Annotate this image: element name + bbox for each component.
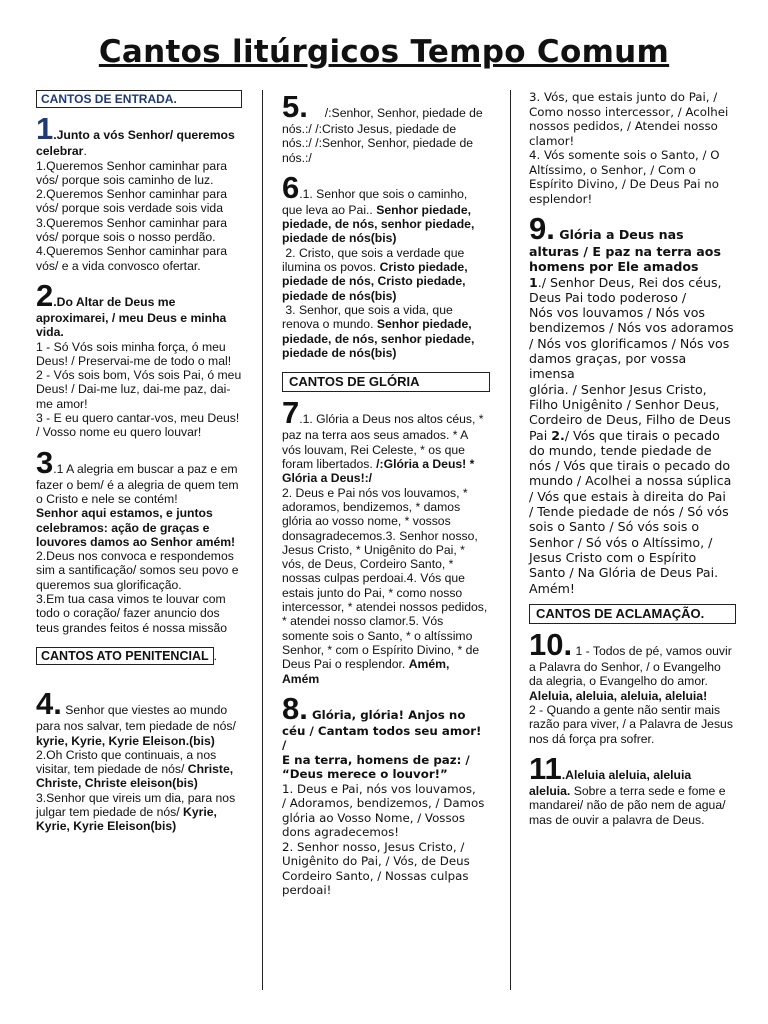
song-refrain: Aleluia, aleluia, aleluia, aleluia! xyxy=(529,688,708,703)
page-title: Cantos litúrgicos Tempo Comum xyxy=(98,34,670,70)
song-number: 1 xyxy=(36,111,54,147)
song-refrain: kyrie, Kyrie, Kyrie Eleison.(bis) xyxy=(36,733,215,748)
song-number: 10. xyxy=(529,627,573,663)
song-refrain: Amém, Amém xyxy=(282,657,450,686)
song-number: 2 xyxy=(36,277,54,313)
column-divider-left xyxy=(262,90,263,990)
song-10 xyxy=(529,627,734,746)
song-5 xyxy=(282,89,488,165)
song-lyrics: 3. Vós, que estais junto do Pai, / Como nosso intercessor, / Acolhei nossos pedidos, / Atendei nosso clamor! 4. Vós somente sois o Santo, / O Altíssimo, o Senhor, / Com o Espírito Divino, / De Deus Pai no esplendor! xyxy=(529,90,729,206)
song-number: 3 xyxy=(36,444,54,480)
song-refrain: Senhor aqui estamos, e juntos celebramos: ação de graças e louvores damos ao Senhor amém! xyxy=(36,506,236,549)
song-number: 4. xyxy=(36,686,62,722)
song-title: .Do Altar de Deus me aproximarei, / meu Deus e minha vida. xyxy=(36,294,227,340)
song-lyrics: 1 - Só Vós sois minha força, ó meu Deus! / Preservai-me de todo o mal! 2 - Vós sois bom, Vós sois Pai, ó meu Deus! / Dai-me luz, dai-me paz, dai-me amor! 3 - E eu quero cantar-vos, meu Deus! / Vosso nome eu quero louvar! xyxy=(36,339,242,440)
song-8-continued xyxy=(529,90,734,206)
song-11 xyxy=(529,750,734,827)
column-divider-right xyxy=(510,90,511,990)
song-1 xyxy=(36,111,242,273)
song-number: 6 xyxy=(282,169,300,205)
song-refrain: Senhor piedade, piedade, de nós, senhor piedade, piedade de nós(bis) xyxy=(282,202,475,246)
song-number: 5. xyxy=(282,89,308,124)
section-header-penitencial: CANTOS ATO PENITENCIAL xyxy=(36,647,214,665)
song-lyrics: 2 - Quando a gente não sentir mais razão para viver, / a Palavra de Jesus nos dá força pra sofrer. xyxy=(529,703,733,746)
song-title: .Junto a vós Senhor/ queremos celebrar xyxy=(36,128,235,159)
song-lyrics: Sobre a terra sede e fome e mandarei/ não de pão nem de agua/ mas de ouvir a palavra de Deus. xyxy=(529,783,726,827)
song-lyrics: .1. Glória a Deus nos altos céus, * paz na terra aos seus amados. * A vós louvam, Rei Celeste, * os que foram libertados. xyxy=(282,412,484,472)
verse-marker: 1 xyxy=(529,274,538,290)
song-lyrics: /:Senhor, Senhor, piedade de nós.:/ /:Cristo Jesus, piedade de nós.:/ /:Senhor, Senhor, piedade de nós.:/ xyxy=(282,106,487,165)
song-lyrics: 2. Deus e Pai nós vos louvamos, * adoramos, bendizemos, * damos glória ao vosso nome, * vossos donsagradecemos.3. Senhor nosso, Jesus Cristo, * Unigênito do Pai, * vós, de Deus, Cordeiro Santo, * nossas culpas perdoai.4. Vós que estais junto do Pai, * como nosso intercessor, * atendei nossos pedidos, * atendei nosso clamor.5. Vós somente sois o Santo, * o altíssimo Senhor, * com o Espírito Divino, * de Deus Pai o resplendor. xyxy=(282,485,488,672)
song-lyrics: Senhor que viestes ao mundo para nos salvar, tem piedade de nós/ xyxy=(36,703,236,734)
column-3 xyxy=(529,90,734,835)
song-7 xyxy=(282,395,488,686)
song-title: Glória a Deus nas alturas / E paz na terra aos homens por Ele amados xyxy=(529,227,721,275)
song-lyrics: 2. Cristo, que sois a verdade que ilumina os povos. xyxy=(282,245,468,275)
song-title: .Aleluia aleluia, aleluia aleluia. xyxy=(529,767,692,798)
song-refrain: Christe, Christe, Christe eleison(bis) xyxy=(36,762,234,791)
song-number: 9. xyxy=(529,211,555,246)
column-1: CANTOS DE ENTRADA. 1.Junto a vós Senhor/ queremos celebrar. 1.Queremos Senhor caminhar para vós/ porque sois caminho de luz. 2.Queremos Senhor caminhar para vós/ porque sois verdade sois vida 3.Queremos Senhor caminhar para vós/ porque sois o nosso perdão. 4.Queremos Senhor caminhar para vós/ e a vida convosco ofertar. 2.Do Altar de Deus me aproximarei, / meu Deus e minha vida. 1 - Só Vós sois minha força, ó meu Deus! / Preservai-me de todo o mal! 2 - Vós sois bom, Vós sois Pai, ó meu Deus! / Dai-me luz, dai-me paz, dai-me amor! 3 - E eu quero cantar-vos, meu Deus! / Vosso nome eu quero louvar! 3.1 A alegria em buscar a paz e em fazer o bem/ é a alegria de quem tem o Cristo e nele se contém! Senhor aqui estamos, e juntos celebramos: ação de graças e louvores damos ao Senhor amém! 2.Deus nos convoca e respondemos sim a santificação/ somos seu povo e queremos sua glorificação. 3.Em tua casa vimos te louvar com todo o coração/ fazer anuncio dos teus grandes feitos é nossa missão CANTOS ATO PENITENCIAL . 4. Senhor que viestes ao mundo para nos salvar, tem piedade de nós/ kyrie, Kyrie, Kyrie Eleison.(bis) 2.Oh Cristo que continuais, a nos visitar, tem piedade de nós/ Christe, Christe, Christe eleison(bis) 3.Senhor que vireis um dia, para nos julgar tem piedade de nós/ Kyrie, Kyrie, Kyrie Eleison(bis) xyxy=(36,92,242,834)
song-8 xyxy=(282,690,488,898)
song-9 xyxy=(529,211,734,596)
song-refrain: Cristo piedade, piedade de nós, Cristo piedade, piedade de nós(bis) xyxy=(282,260,468,303)
song-refrain: Senhor piedade, piedade, de nós, senhor piedade, piedade de nós(bis) xyxy=(282,317,475,360)
song-number: 7 xyxy=(282,395,300,431)
song-lyrics: .1. Senhor que sois o caminho, que leva ao Pai.. xyxy=(282,186,468,217)
song-lyrics: 2.Deus nos convoca e respondemos sim a santificação/ somos seu povo e queremos sua glorificação. 3.Em tua casa vimos te louvar com todo o coração/ fazer anuncio dos teus grandes feitos é nossa missão xyxy=(36,549,239,635)
verse-marker: 2. xyxy=(551,427,565,443)
song-2 xyxy=(36,277,242,440)
song-lyrics: / Vós que tirais o pecado do mundo, tende piedade de nós / Vós que tirais o pecado do mundo / Acolhei a nossa súplica / Vós que estais à direita do Pai / Tende piedade de nós / Só vós sois o Santo / Só vós sois o Senhor / Só vós o Altíssimo, / Jesus Cristo com o Espírito Santo / Na Glória de Deus Pai. Amém! xyxy=(529,427,732,596)
song-4 xyxy=(36,686,242,834)
song-lyrics: 2.Oh Cristo que continuais, a nos visitar, tem piedade de nós/ xyxy=(36,747,217,777)
song-title: Glória, glória! Anjos no céu / Cantam todos seu amor! / E na terra, homens de paz: / “Deus merece o louvor!” xyxy=(282,707,482,782)
song-lyrics: 1. Deus e Pai, nós vos louvamos, / Adoramos, bendizemos, / Damos glória ao Vosso Nome, / Vossos dons agradecemos! 2. Senhor nosso, Jesus Cristo, / Unigênito do Pai, / Vós, de Deus Cordeiro Santo, / Nossas culpas perdoai! xyxy=(282,781,485,898)
section-header-entrada: CANTOS DE ENTRADA. xyxy=(36,90,242,108)
song-number: 8. xyxy=(282,690,308,726)
song-refrain: /:Glória a Deus! * Glória a Deus!:/ xyxy=(282,457,475,486)
song-lyrics: 3.Senhor que vireis um dia, para nos julgar tem piedade de nós/ xyxy=(36,790,236,819)
column-2 xyxy=(282,89,488,906)
section-header-gloria: CANTOS DE GLÓRIA xyxy=(282,372,490,392)
song-lyrics: 1 - Todos de pé, vamos ouvir a Palavra do Senhor, / o Evangelho da alegria, o Evangelho do amor. xyxy=(529,644,732,689)
section-header-aclamacao: CANTOS DE ACLAMAÇÃO. xyxy=(529,604,736,624)
song-6 xyxy=(282,169,488,360)
song-lyrics: .1 A alegria em buscar a paz e em fazer o bem/ é a alegria de quem tem o Cristo e nele se contém! xyxy=(36,461,239,506)
song-lyrics: 3. Senhor, que sois a vida, que renova o mundo. xyxy=(282,302,457,332)
song-3 xyxy=(36,444,242,635)
song-lyrics: . 1.Queremos Senhor caminhar para vós/ porque sois caminho de luz. 2.Queremos Senhor caminhar para vós/ porque sois verdade sois vida 3.Queremos Senhor caminhar para vós/ porque sois o nosso perdão. 4.Queremos Senhor caminhar para vós/ e a vida convosco ofertar. xyxy=(36,144,228,273)
song-number: 11 xyxy=(529,750,562,786)
song-lyrics: ./ Senhor Deus, Rei dos céus, Deus Pai todo poderoso / Nós vos louvamos / Nós vos bendizemos / Nós vos adoramos / Nós vos glorificamos / Nós vos damos graças, por vossa imensa glória. / Senhor Jesus Cristo, Filho Unigênito / Senhor Deus, Cordeiro de Deus, Filho de Deus Pai xyxy=(529,274,734,443)
song-refrain: Kyrie, Kyrie, Kyrie Eleison(bis) xyxy=(36,804,217,834)
